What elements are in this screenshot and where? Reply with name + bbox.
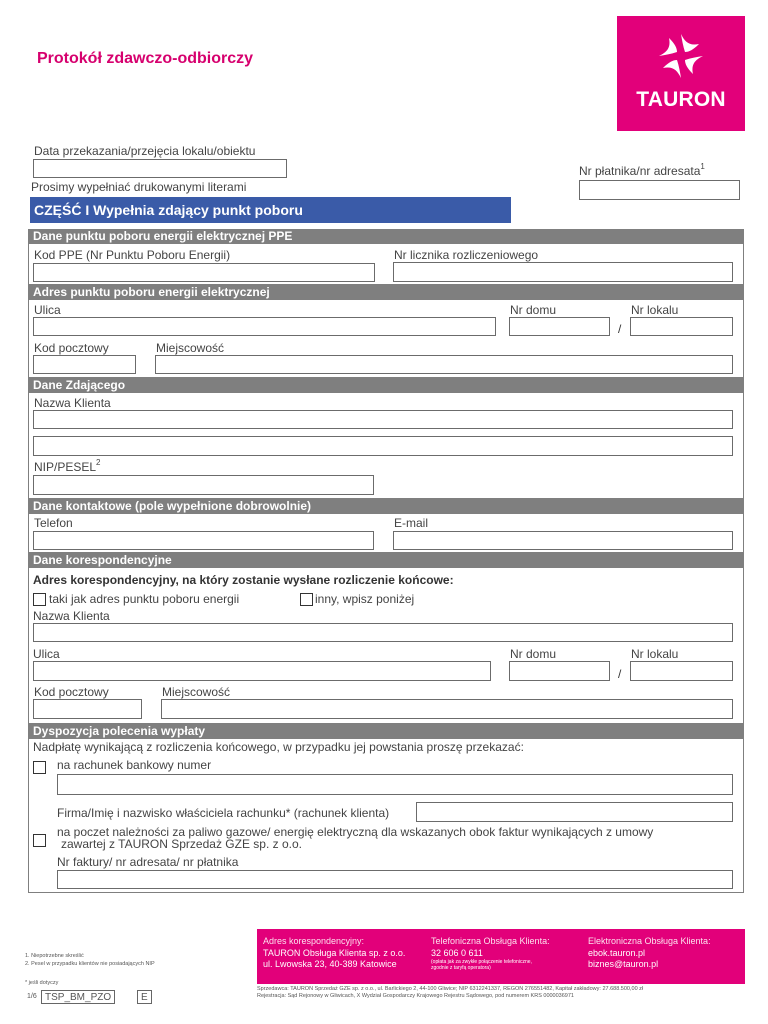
corr-postcode-label: Kod pocztowy bbox=[34, 685, 109, 699]
same-address-checkbox[interactable] bbox=[33, 593, 46, 606]
meter-number-input[interactable] bbox=[393, 262, 733, 282]
transfer-date-label: Data przekazania/przejęcia lokalu/obiektu bbox=[34, 144, 256, 158]
payer-number-input[interactable] bbox=[579, 180, 740, 200]
footer-corr-line2: ul. Lwowska 23, 40-389 Katowice bbox=[263, 959, 397, 969]
nip-pesel-input[interactable] bbox=[33, 475, 374, 495]
email-input[interactable] bbox=[393, 531, 733, 550]
other-address-checkbox[interactable] bbox=[300, 593, 313, 606]
invoice-number-input[interactable] bbox=[57, 870, 733, 889]
house-number-input[interactable] bbox=[509, 317, 610, 336]
offset-invoices-label-line2: zawartej z TAURON Sprzedaż GZE sp. z o.o. bbox=[61, 837, 302, 851]
corr-address-slash: / bbox=[618, 667, 622, 681]
form-variant: E bbox=[137, 990, 152, 1004]
footer-phone-note1: (opłata jak za zwykłe połączenie telefoniczne, bbox=[431, 959, 532, 965]
contact-section-header: Dane kontaktowe (pole wypełnione dobrowolnie) bbox=[28, 499, 744, 514]
same-address-label: taki jak adres punktu poboru energii bbox=[49, 592, 240, 606]
street-input[interactable] bbox=[33, 317, 496, 336]
corr-postcode-input[interactable] bbox=[33, 699, 142, 719]
footer-web-link[interactable]: ebok.tauron.pl bbox=[588, 948, 646, 958]
corr-city-input[interactable] bbox=[161, 699, 733, 719]
corr-street-input[interactable] bbox=[33, 661, 491, 681]
phone-label: Telefon bbox=[34, 516, 73, 530]
logo-wordmark: TAURON bbox=[636, 88, 726, 111]
client-name-label: Nazwa Klienta bbox=[34, 396, 111, 410]
bank-account-input[interactable] bbox=[57, 774, 733, 795]
correspondence-section-header: Dane korespondencyjne bbox=[28, 553, 744, 568]
flat-number-input[interactable] bbox=[630, 317, 733, 336]
postcode-label: Kod pocztowy bbox=[34, 341, 109, 355]
flat-number-label: Nr lokalu bbox=[631, 303, 679, 317]
city-label: Miejscowość bbox=[156, 341, 225, 355]
tauron-logo bbox=[617, 16, 745, 131]
ppe-code-label: Kod PPE (Nr Punktu Poboru Energii) bbox=[34, 248, 231, 262]
form-code: TSP_BM_PZO bbox=[41, 990, 115, 1004]
city-input[interactable] bbox=[155, 355, 733, 374]
corr-house-number-input[interactable] bbox=[509, 661, 610, 681]
corr-name-input[interactable] bbox=[33, 623, 733, 642]
tauron-star-icon bbox=[655, 30, 707, 82]
nip-pesel-label: NIP/PESEL$^2$ bbox=[34, 458, 101, 474]
footer-contact-band bbox=[257, 929, 745, 984]
ppe-section-header: Dane punktu poboru energii elektrycznej PPE bbox=[28, 229, 744, 244]
corr-street-label: Ulica bbox=[33, 647, 60, 661]
offset-invoices-label-line1: na poczet należności za paliwo gazowe/ energię elektryczną dla wskazanych obok faktur wynikających z umowy bbox=[57, 825, 654, 839]
note-1: 1. Niepotrzebne skreślić bbox=[25, 953, 84, 959]
footer-legal-registry: Rejestracja: Sąd Rejonowy w Gliwicach, X Wydział Gospodarczy Krajowego Rejestru Sądowego, pod numerem KRS 0000036971 bbox=[257, 993, 574, 999]
address-slash: / bbox=[618, 322, 622, 336]
part-one-header: CZĘŚĆ I Wypełnia zdający punkt poboru bbox=[30, 197, 511, 223]
payer-number-label: Nr płatnika/nr adresata$^1$ bbox=[579, 162, 705, 178]
street-label: Ulica bbox=[34, 303, 61, 317]
footer-phone-title: Telefoniczna Obsługa Klienta: bbox=[431, 936, 550, 946]
offset-invoices-checkbox[interactable] bbox=[33, 834, 46, 847]
corr-city-label: Miejscowość bbox=[162, 685, 231, 699]
footer-corr-title: Adres korespondencyjny: bbox=[263, 936, 365, 946]
client-name-input-1[interactable] bbox=[33, 410, 733, 429]
corr-house-number-label: Nr domu bbox=[510, 647, 557, 661]
meter-number-label: Nr licznika rozliczeniowego bbox=[394, 248, 539, 262]
phone-input[interactable] bbox=[33, 531, 374, 550]
payout-section-header: Dyspozycja polecenia wypłaty bbox=[28, 724, 744, 739]
account-owner-label: Firma/Imię i nazwisko właściciela rachunku* (rachunek klienta) bbox=[57, 806, 390, 820]
note-2: 2. Pesel w przypadku klientów nie posiadających NIP bbox=[25, 961, 155, 967]
postcode-input[interactable] bbox=[33, 355, 136, 374]
print-note: Prosimy wypełniać drukowanymi literami bbox=[31, 180, 247, 194]
client-section-header: Dane Zdającego bbox=[28, 378, 744, 393]
note-asterisk: * jeśli dotyczy bbox=[25, 980, 59, 986]
invoice-number-label: Nr faktury/ nr adresata/ nr płatnika bbox=[57, 855, 239, 869]
ppe-code-input[interactable] bbox=[33, 263, 375, 282]
correspondence-question: Adres korespondencyjny, na który zostanie wysłane rozliczenie końcowe: bbox=[33, 573, 454, 587]
address-section-header: Adres punktu poboru energii elektrycznej bbox=[28, 285, 744, 300]
house-number-label: Nr domu bbox=[510, 303, 557, 317]
page-number: 1/6 bbox=[27, 993, 37, 1000]
footer-legal-seller: Sprzedawca: TAURON Sprzedaż GZE sp. z o.o., ul. Barlickiego 2, 44-100 Gliwice; NIP 6312241337, REGON 276551482, Kapitał zakładowy: 27.688.500,00 zł bbox=[257, 986, 644, 992]
corr-flat-number-label: Nr lokalu bbox=[631, 647, 679, 661]
footer-phone-number[interactable]: 32 606 0 611 bbox=[431, 948, 483, 958]
account-owner-input[interactable] bbox=[416, 802, 733, 822]
footer-phone-note2: zgodnie z taryfą operatora) bbox=[431, 965, 491, 971]
transfer-date-input[interactable] bbox=[33, 159, 287, 178]
bank-account-checkbox[interactable] bbox=[33, 761, 46, 774]
other-address-label: inny, wpisz poniżej bbox=[315, 592, 415, 606]
document-title: Protokół zdawczo-odbiorczy bbox=[37, 50, 254, 67]
email-label: E-mail bbox=[394, 516, 429, 530]
payout-intro: Nadpłatę wynikającą z rozliczenia końcowego, w przypadku jej powstania proszę przekazać: bbox=[33, 740, 524, 754]
footer-email-link[interactable]: biznes@tauron.pl bbox=[588, 959, 659, 969]
corr-name-label: Nazwa Klienta bbox=[33, 609, 110, 623]
bank-account-label: na rachunek bankowy numer bbox=[57, 758, 212, 772]
corr-flat-number-input[interactable] bbox=[630, 661, 733, 681]
footer-corr-line1: TAURON Obsługa Klienta sp. z o.o. bbox=[263, 948, 406, 958]
client-name-input-2[interactable] bbox=[33, 436, 733, 456]
footer-web-title: Elektroniczna Obsługa Klienta: bbox=[588, 936, 711, 946]
